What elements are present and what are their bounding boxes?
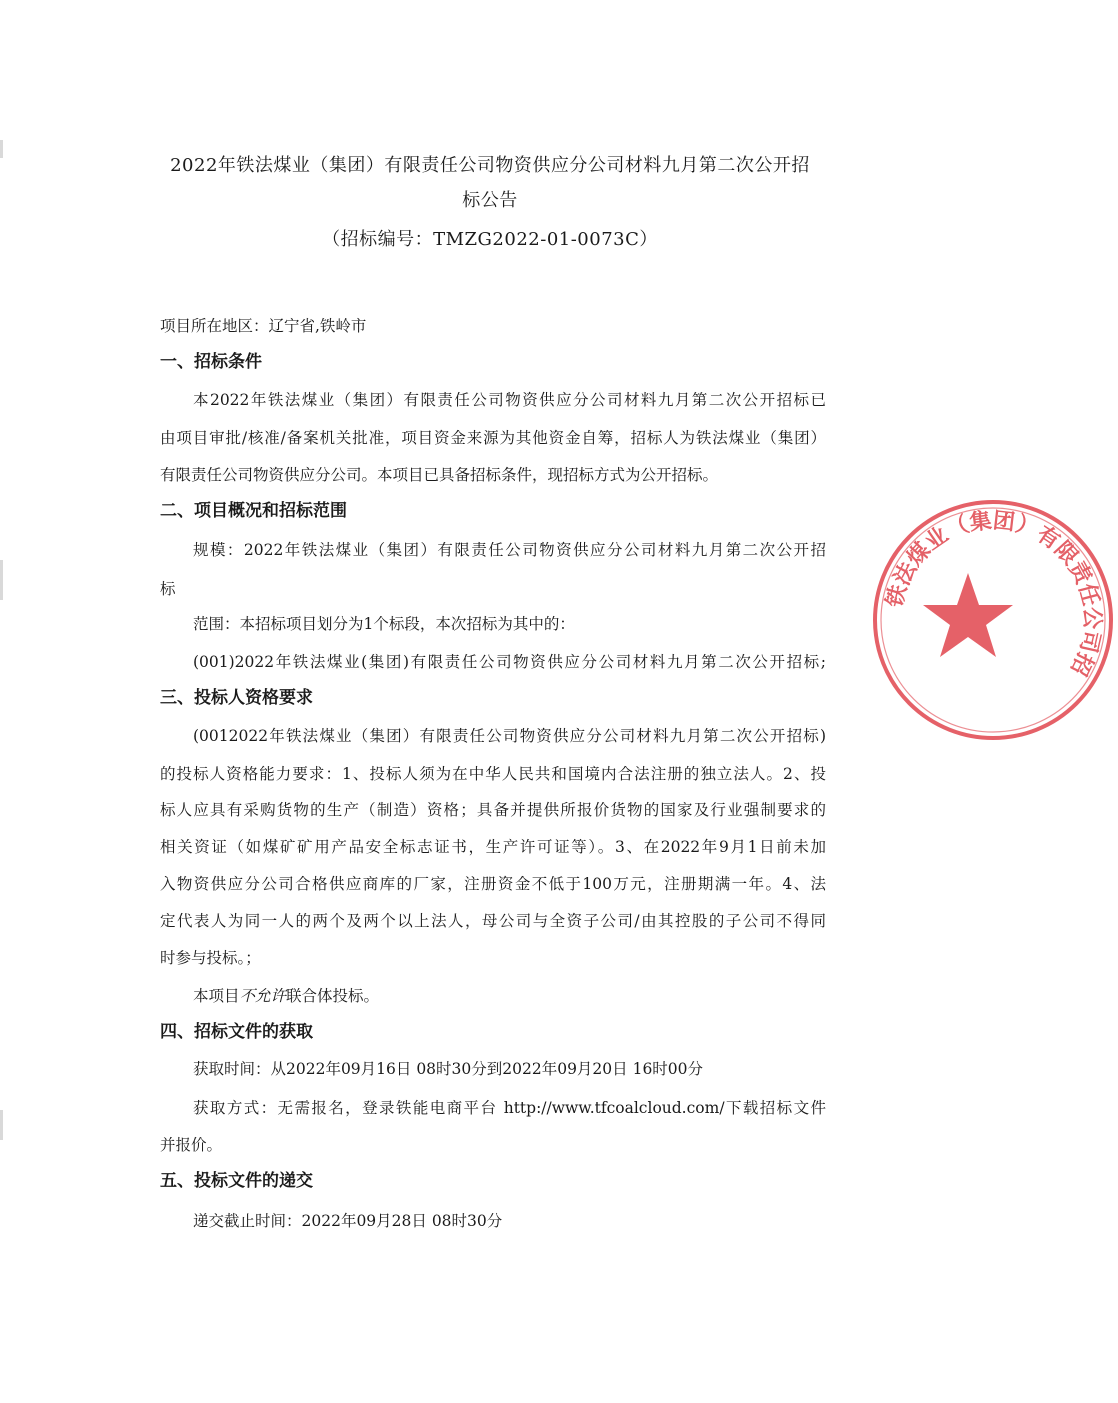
scan-edge-mark [0,1110,3,1140]
scan-edge-mark [0,140,3,158]
section-4-heading: 四、招标文件的获取 [160,1022,313,1042]
bidder-qualification-text: 的投标人资格能力要求：1、投标人须为在中华人民共和国境内合法注册的独立法人。2、投 [160,765,826,783]
bidder-qualification-text: 入物资供应分公司合格供应商库的厂家，注册资金不低于100万元，注册期满一年。4、法 [160,875,826,893]
document-tender-number: （招标编号：TMZG2022-01-0073C） [322,229,658,250]
section-3-heading: 三、投标人资格要求 [160,688,313,708]
project-scale: 标 [160,580,176,598]
consortium-suffix: 联合体投标。 [286,987,380,1005]
section-5-heading: 五、投标文件的递交 [160,1171,313,1191]
acquisition-method: 并报价。 [160,1136,223,1154]
consortium-not-allowed: 不允许 [239,987,287,1005]
seal-text: 铁法煤业（集团）有限责任公司招 [882,508,1105,680]
section-1-text: 有限责任公司物资供应分公司。本项目已具备招标条件，现招标方式为公开招标。 [160,466,719,484]
project-location: 项目所在地区：辽宁省,铁岭市 [160,317,367,335]
section-1-heading: 一、招标条件 [160,352,262,372]
section-2-heading: 二、项目概况和招标范围 [160,501,347,521]
bidder-qualification-text: 定代表人为同一人的两个及两个以上法人，母公司与全资子公司/由其控股的子公司不得同 [160,912,826,930]
project-range: 范围：本招标项目划分为1个标段，本次招标为其中的： [193,615,575,633]
section-1-text: 由项目审批/核准/备案机关批准，项目资金来源为其他资金自筹，招标人为铁法煤业（集团） [160,429,826,447]
company-seal-stamp [868,495,1118,745]
consortium-statement [193,985,826,1007]
bidder-qualification-text: 相关资证（如煤矿矿用产品安全标志证书，生产许可证等）。3、在2022年9月1日前未加 [160,838,826,856]
consortium-prefix: 本项目 [193,987,240,1005]
lot-item: (001)2022年铁法煤业(集团)有限责任公司物资供应分公司材料九月第二次公开招标; [193,653,826,671]
section-1-text: 本2022年铁法煤业（集团）有限责任公司物资供应分公司材料九月第二次公开招标已 [193,391,826,409]
submission-deadline: 递交截止时间：2022年09月28日 08时30分 [193,1212,503,1230]
bidder-qualification-text: (0012022年铁法煤业（集团）有限责任公司物资供应分公司材料九月第二次公开招标) [193,727,826,745]
acquisition-time: 获取时间：从2022年09月16日 08时30分到2022年09月20日 16时00分 [193,1060,704,1078]
project-scale: 规模：2022年铁法煤业（集团）有限责任公司物资供应分公司材料九月第二次公开招 [193,541,826,559]
scan-edge-mark [0,560,3,600]
document-title-line1: 2022年铁法煤业（集团）有限责任公司物资供应分公司材料九月第二次公开招 [170,155,810,176]
seal-star-icon [923,573,1013,657]
acquisition-method: 获取方式：无需报名，登录铁能电商平台 http://www.tfcoalcloud.com/下载招标文件 [193,1099,826,1117]
document-title-line2: 标公告 [462,190,518,211]
bidder-qualification-text: 时参与投标。； [160,949,261,967]
bidder-qualification-text: 标人应具有采购货物的生产（制造）资格；具备并提供所报价货物的国家及行业强制要求的 [160,801,826,819]
